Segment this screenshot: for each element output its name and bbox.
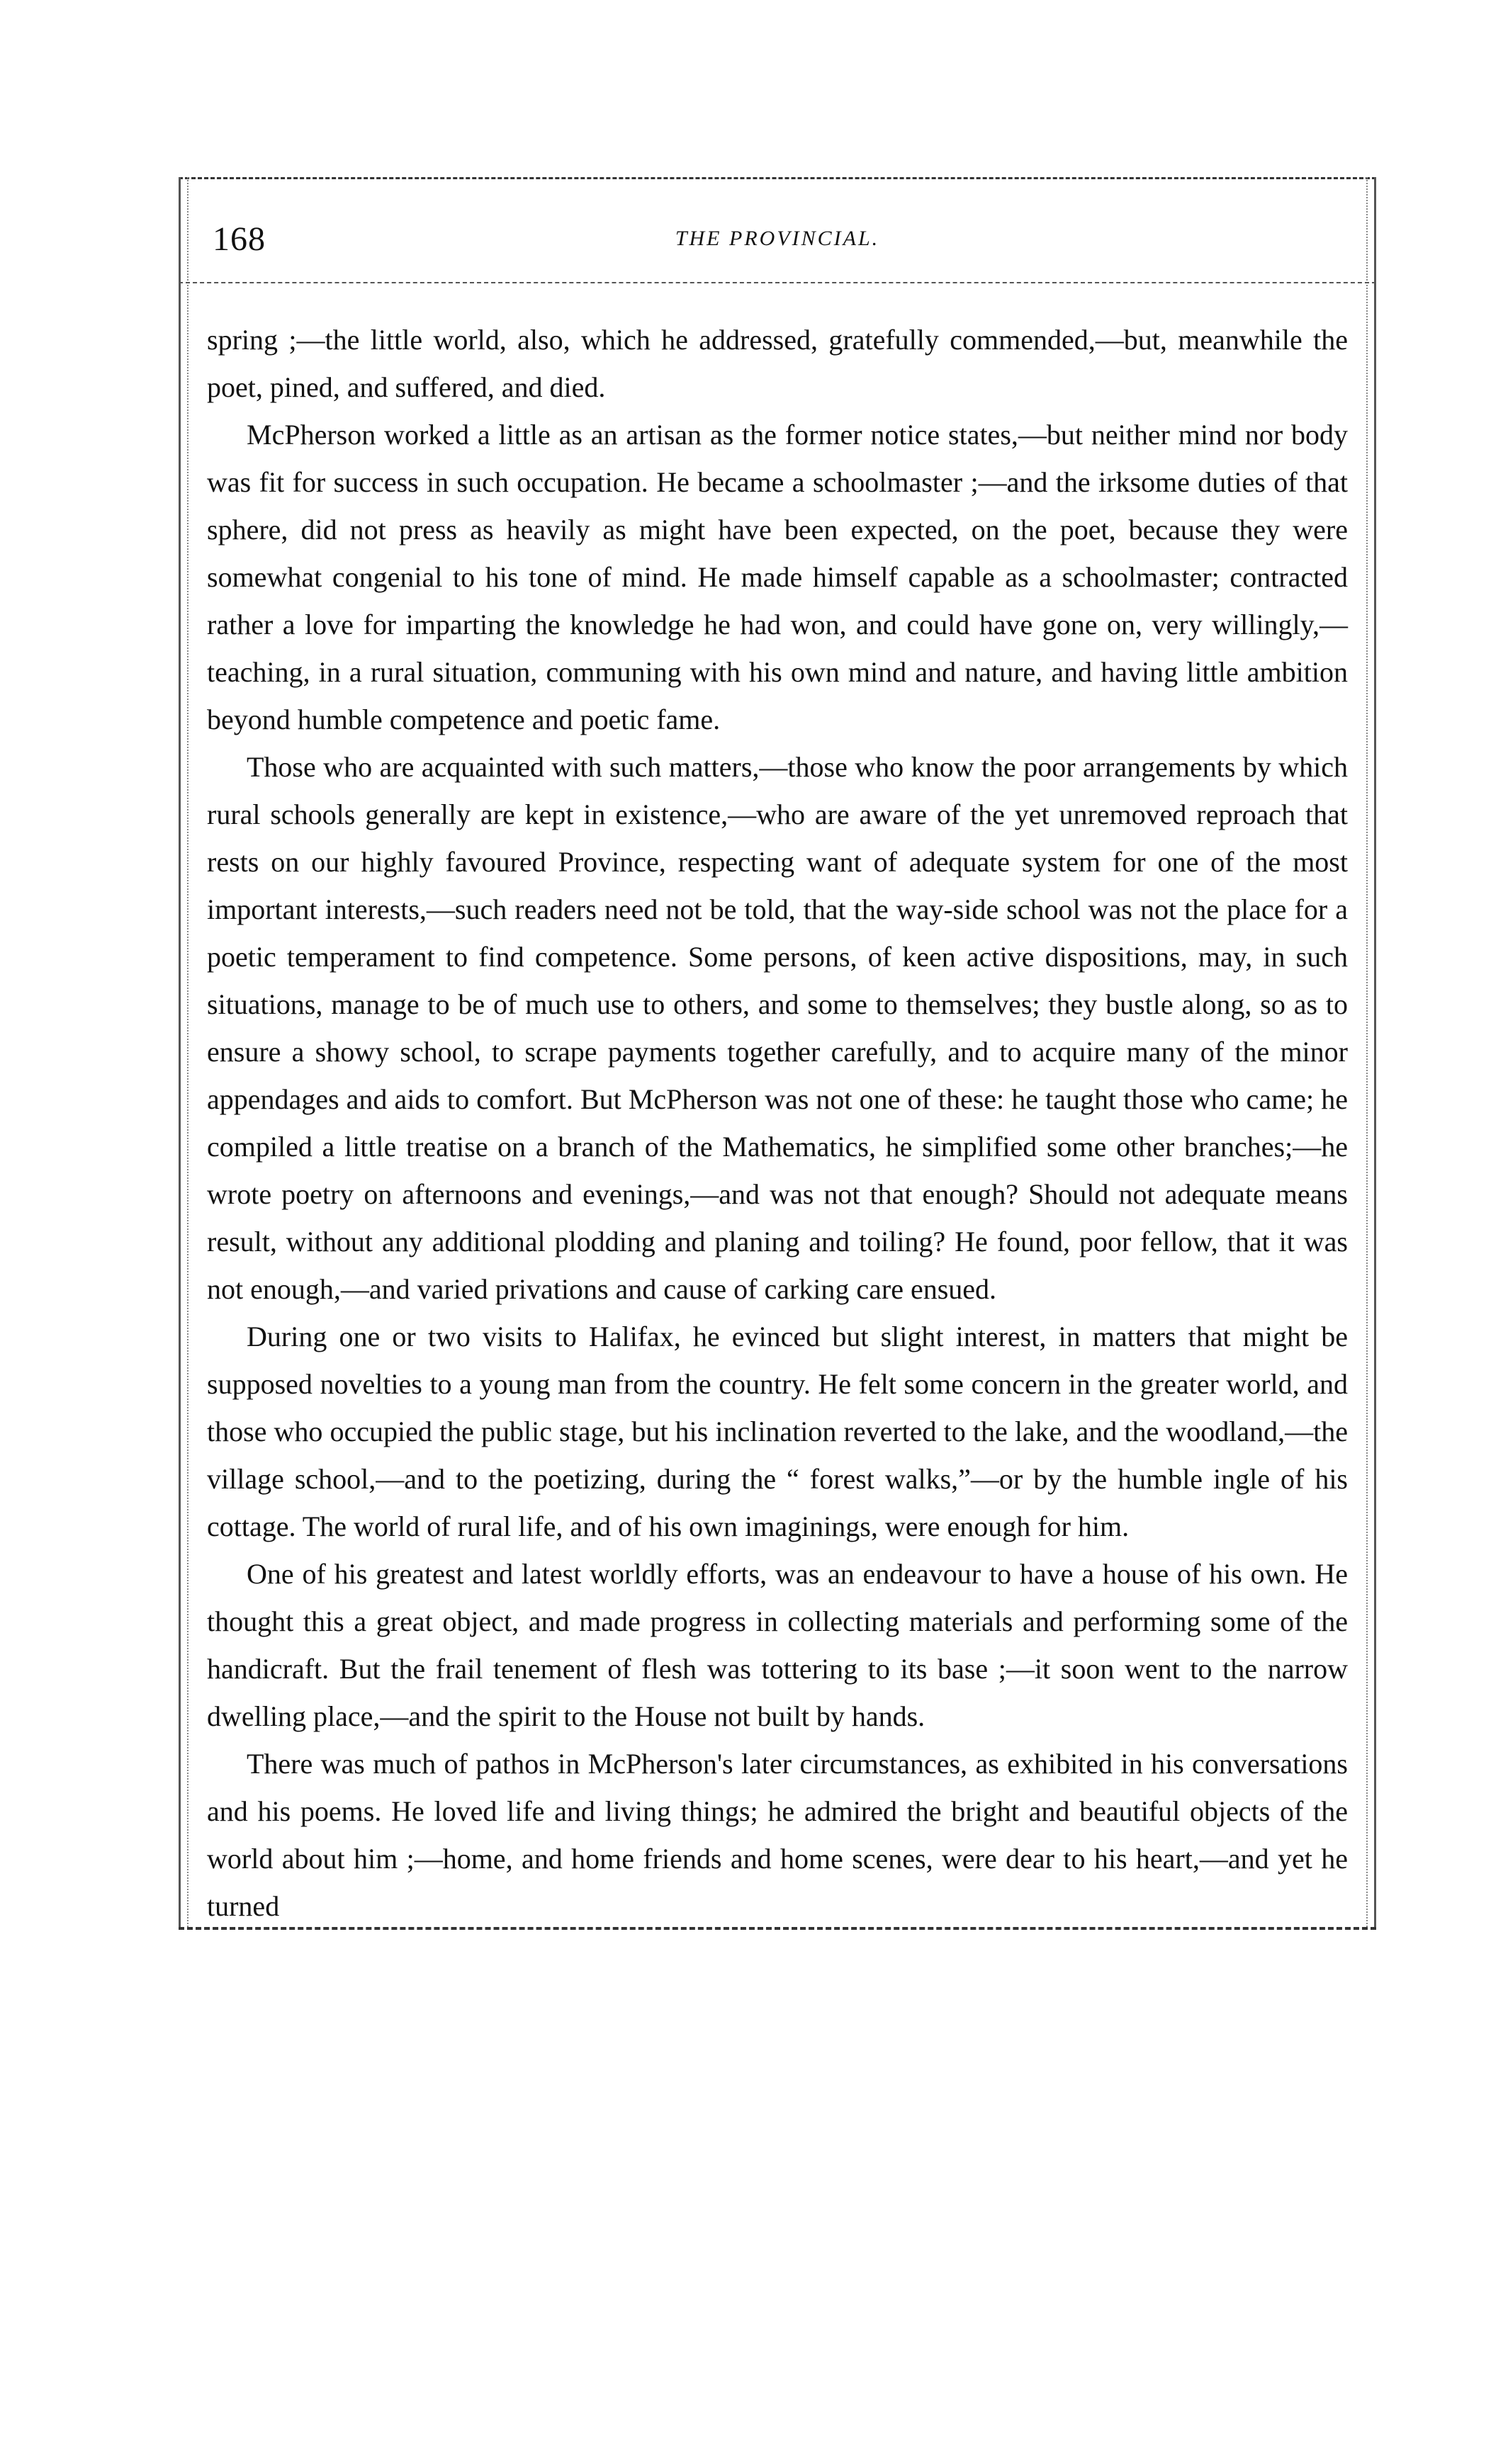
right-border (1374, 177, 1376, 1930)
paragraph-continued: spring ;—the little world, also, which he addressed, gratefully commended,—but, meanwhile the poet, pined, and suffered, and died. (207, 324, 1348, 403)
page-header (207, 220, 1348, 269)
right-inner-border (1366, 177, 1368, 1930)
bottom-rule (179, 1927, 1376, 1930)
paragraph: There was much of pathos in McPherson's later circumstances, as exhibited in his conversations and his poems. He loved life and living things; he admired the bright and beautiful objects of the world about him ;—home, and home friends and home scenes, were dear to his heart,—and yet he turned (207, 1748, 1348, 1922)
top-rule (179, 177, 1376, 179)
left-inner-border (187, 177, 188, 1930)
header-rule (179, 282, 1376, 283)
body-text (207, 316, 1348, 1930)
left-border (179, 177, 181, 1930)
paragraph: Those who are acquainted with such matters,—those who know the poor arrangements by which rural schools generally are kept in existence,—who are aware of the yet unremoved reproach that rests on our highly favoured Province, respecting want of adequate system for one of the most important interests,—such readers need not be told, that the way-side school was not the place for a poetic temperament to find competence. Some persons, of keen active dispositions, may, in such situations, manage to be of much use to others, and some to themselves; they bustle along, so as to ensure a showy school, to scrape payments together carefully, and to acquire many of the minor appendages and aids to comfort. But McPherson was not one of these: he taught those who came; he compiled a little treatise on a branch of the Mathematics, he simplified some other branches;—he wrote poetry on afternoons and evenings,—and was not that enough? Should not adequate means result, without any additional plodding and planing and toiling? He found, poor fellow, that it was not enough,—and varied privations and cause of carking care ensued. (207, 751, 1348, 1305)
paragraph: McPherson worked a little as an artisan as the former notice states,—but neither mind nor body was fit for success in such occupation. He became a schoolmaster ;—and the irksome duties of that sphere, did not press as heavily as might have been expected, on the poet, because they were somewhat congenial to his tone of mind. He made himself capable as a schoolmaster; contracted rather a love for imparting the knowledge he had won, and could have gone on, very willingly,—teaching, in a rural situation, communing with his own mind and nature, and having little ambition beyond humble competence and poetic fame. (207, 419, 1348, 735)
paragraph: During one or two visits to Halifax, he evinced but slight interest, in matters that might be supposed novelties to a young man from the country. He felt some concern in the greater world, and those who occupied the public stage, but his inclination reverted to the lake, and the woodland,—the village school,—and to the poetizing, during the “ forest walks,”—or by the humble ingle of his cottage. The world of rural life, and of his own imaginings, were enough for him. (207, 1321, 1348, 1542)
page-frame (179, 177, 1376, 1934)
running-head: THE PROVINCIAL. (675, 227, 880, 250)
page-number: 168 (213, 220, 266, 258)
paragraph: One of his greatest and latest worldly efforts, was an endeavour to have a house of his own. He thought this a great object, and made progress in collecting materials and performing some of the handicraft. But the frail tenement of flesh was tottering to its base ;—it soon went to the narrow dwelling place,—and the spirit to the House not built by hands. (207, 1558, 1348, 1732)
